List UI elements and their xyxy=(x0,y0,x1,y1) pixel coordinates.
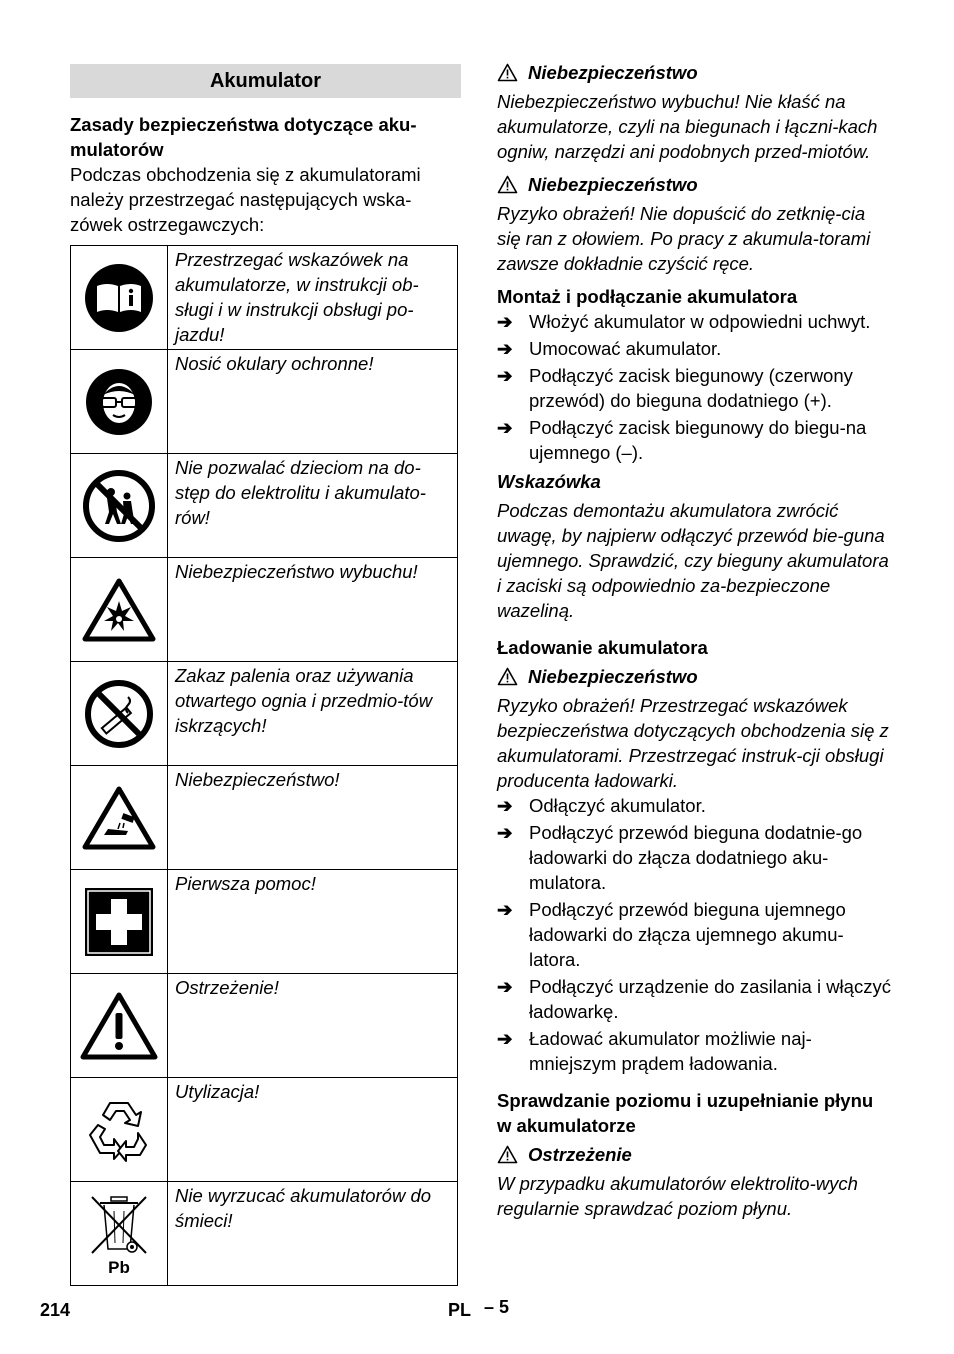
warning-triangle-icon xyxy=(497,1145,518,1164)
caution-heading xyxy=(497,1142,892,1167)
warning-triangle-icon xyxy=(497,63,518,82)
arrow-icon: ➔ xyxy=(497,976,513,997)
table-row xyxy=(71,766,458,870)
page-number: 214 xyxy=(40,1300,71,1320)
arrow-icon: ➔ xyxy=(497,795,513,816)
arrow-icon: ➔ xyxy=(497,365,513,386)
left-column xyxy=(70,64,462,1286)
arrow-icon: ➔ xyxy=(497,311,513,332)
recycling-icon xyxy=(82,1095,156,1165)
arrow-icon: ➔ xyxy=(497,417,513,438)
arrow-icon: ➔ xyxy=(497,1028,513,1049)
arrow-icon: ➔ xyxy=(497,338,513,359)
danger-text: Niebezpieczeństwo wybuchu! Nie kłaść na akumulatorze, czyli na biegunach i łączni-kach ogniw, narzędzi ani podobnych przed-miotów. xyxy=(497,91,878,162)
danger-text: Ryzyko obrażeń! Nie dopuścić do zetknię-cia się ran z ołowiem. Po pracy z akumula-torami zawsze dokładnie czyścić ręce. xyxy=(497,203,871,274)
list-item: ➔ Włożyć akumulator w odpowiedni uchwyt. xyxy=(497,311,871,332)
no-children-icon xyxy=(81,468,157,544)
table-row xyxy=(71,974,458,1078)
danger-label: Niebezpieczeństwo xyxy=(528,666,698,687)
manual-icon xyxy=(83,262,155,334)
table-row xyxy=(71,558,458,662)
symbol-text: Przestrzegać wskazówek na akumulatorze, w instrukcji ob-sługi i w instrukcji obsługi po-jazdu! xyxy=(168,246,458,350)
warning-icon xyxy=(80,991,158,1061)
list-item: ➔ Podłączyć zacisk biegunowy do biegu-na ujemnego (–). xyxy=(497,417,867,463)
section-page-number: – 5 xyxy=(484,1297,510,1317)
bin-label: Pb xyxy=(108,1257,130,1277)
mount-steps xyxy=(497,309,892,465)
list-item: ➔ Ładować akumulator możliwie naj-mniejszym prądem ładowania. xyxy=(497,1028,812,1074)
symbol-text: Zakaz palenia oraz używania otwartego ognia i przedmio-tów iskrzących! xyxy=(168,662,458,766)
goggles-icon xyxy=(84,367,154,437)
crossed-bin-icon xyxy=(84,1191,154,1277)
language-code: PL xyxy=(448,1300,472,1320)
danger-text: Ryzyko obrażeń! Przestrzegać wskazówek bezpieczeństwa dotyczących obchodzenia się z akumulatorami. Przestrzegać instruk-cji obsługi producenta ładowarki. xyxy=(497,695,889,791)
caution-label: Ostrzeżenie xyxy=(528,1144,632,1165)
symbol-table xyxy=(70,245,458,1286)
corrosive-icon xyxy=(82,785,156,851)
list-item: ➔ Odłączyć akumulator. xyxy=(497,795,706,816)
list-item: ➔ Podłączyć urządzenie do zasilania i włączyć ładowarkę. xyxy=(497,976,891,1022)
symbol-text: Pierwsza pomoc! xyxy=(168,870,458,974)
symbol-text: Nie wyrzucać akumulatorów do śmieci! xyxy=(168,1182,458,1286)
no-smoking-icon xyxy=(84,679,154,749)
arrow-icon: ➔ xyxy=(497,899,513,920)
note-text: Podczas demontażu akumulatora zwrócić uwagę, by najpierw odłączyć przewód bie-guna ujemnego. Sprawdzić, czy bieguny akumulatora i zaciski są odpowiednio za-bezpieczone wazeliną. xyxy=(497,500,889,621)
right-column xyxy=(497,60,892,1221)
danger-label: Niebezpieczeństwo xyxy=(528,174,698,195)
note-heading xyxy=(497,469,892,494)
explosion-icon xyxy=(82,577,156,643)
table-row xyxy=(71,870,458,974)
table-row xyxy=(71,246,458,350)
mount-heading: Montaż i podłączanie akumulatora xyxy=(497,286,798,307)
symbol-text: Ostrzeżenie! xyxy=(168,974,458,1078)
table-row xyxy=(71,1182,458,1286)
symbol-text: Nosić okulary ochronne! xyxy=(168,350,458,454)
note-label: Wskazówka xyxy=(497,471,601,492)
symbol-text: Niebezpieczeństwo wybuchu! xyxy=(168,558,458,662)
symbol-text: Niebezpieczeństwo! xyxy=(168,766,458,870)
safety-heading: Zasady bezpieczeństwa dotyczące aku- mulatorów xyxy=(70,114,417,160)
danger-heading xyxy=(497,172,892,197)
symbol-text: Nie pozwalać dzieciom na do-stęp do elektrolitu i akumulato-rów! xyxy=(168,454,458,558)
list-item: ➔ Umocować akumulator. xyxy=(497,338,722,359)
caution-text: W przypadku akumulatorów elektrolito-wych regularnie sprawdzać poziom płynu. xyxy=(497,1173,858,1219)
list-item: ➔ Podłączyć przewód bieguna ujemnego ładowarki do złącza ujemnego akumu-latora. xyxy=(497,899,846,970)
danger-heading xyxy=(497,60,892,85)
list-item: ➔ Podłączyć przewód bieguna dodatnie-go ładowarki do złącza dodatniego aku-mulatora. xyxy=(497,822,863,893)
table-row xyxy=(71,350,458,454)
danger-label: Niebezpieczeństwo xyxy=(528,62,698,83)
first-aid-icon xyxy=(84,887,154,957)
charge-steps xyxy=(497,793,892,1076)
section-title: Akumulator xyxy=(70,64,461,98)
charge-heading: Ładowanie akumulatora xyxy=(497,637,708,658)
arrow-icon: ➔ xyxy=(497,822,513,843)
danger-heading xyxy=(497,664,892,689)
warning-triangle-icon xyxy=(497,667,518,686)
table-row xyxy=(71,1078,458,1182)
table-row xyxy=(71,454,458,558)
table-row xyxy=(71,662,458,766)
warning-triangle-icon xyxy=(497,175,518,194)
list-item: ➔ Podłączyć zacisk biegunowy (czerwony przewód) do bieguna dodatniego (+). xyxy=(497,365,853,411)
level-heading: Sprawdzanie poziomu i uzupełnianie płynu w akumulatorze xyxy=(497,1090,874,1136)
intro-text: Podczas obchodzenia się z akumulatorami należy przestrzegać następujących wska-zówek ostrzegawczych: xyxy=(70,164,421,235)
symbol-text: Utylizacja! xyxy=(168,1078,458,1182)
